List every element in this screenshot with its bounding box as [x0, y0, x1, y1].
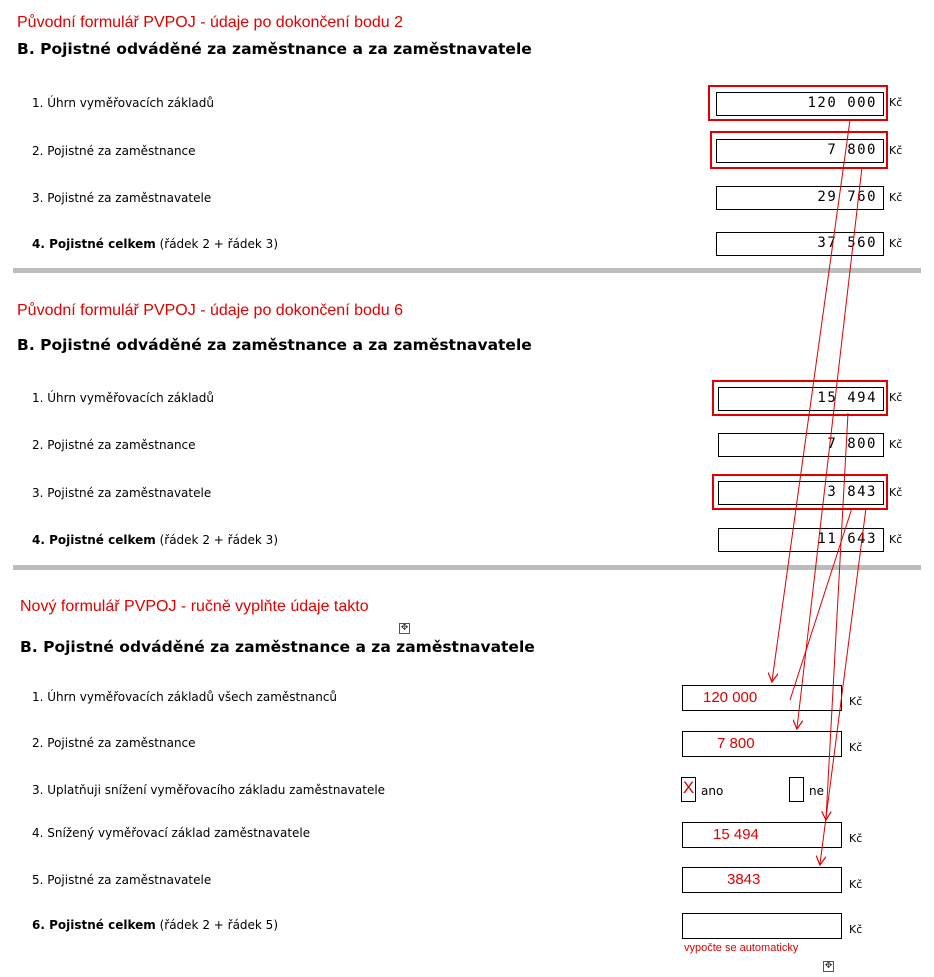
s1-row3-field[interactable]: 29 760: [716, 186, 884, 210]
section-2-heading: B. Pojistné odváděné za zaměstnance a za zaměstnavatele: [17, 336, 532, 354]
s1-row4-label: [32, 237, 278, 251]
s1-row2-label: 2. Pojistné za zaměstnance: [32, 144, 196, 158]
s1-row4-field[interactable]: 37 560: [716, 232, 884, 256]
s3-row3-yes-label: ano: [701, 784, 724, 798]
s3-row4-unit: Kč: [849, 832, 863, 845]
s3-row1-unit: Kč: [849, 695, 863, 708]
section-1-heading: B. Pojistné odváděné za zaměstnance a za zaměstnavatele: [17, 40, 532, 58]
s2-row2-label: 2. Pojistné za zaměstnance: [32, 438, 196, 452]
s2-row4-label-bold: 4. Pojistné celkem: [32, 533, 156, 547]
s3-row3-yes-checkbox[interactable]: X: [681, 777, 696, 802]
s3-row6-field[interactable]: [682, 913, 842, 939]
s3-row3-label: 3. Uplatňuji snížení vyměřovacího základu zaměstnavatele: [32, 783, 386, 797]
s3-row4-label: 4. Snížený vyměřovací základ zaměstnavatele: [32, 826, 311, 840]
s2-row4-label-rest: (řádek 2 + řádek 3): [155, 533, 278, 547]
s2-row2-unit: Kč: [889, 438, 903, 451]
s3-row2-field[interactable]: 7 800: [682, 731, 842, 757]
s3-row5-label: 5. Pojistné za zaměstnavatele: [32, 873, 212, 887]
s1-row2-field[interactable]: 7 800: [716, 139, 884, 163]
s1-row1-label: 1. Úhrn vyměřovacích základů: [32, 96, 214, 110]
s2-row3-field[interactable]: 3 843: [718, 481, 884, 505]
section-3-heading: B. Pojistné odváděné za zaměstnance a za zaměstnavatele: [20, 638, 535, 656]
section-3-caption: Nový formulář PVPOJ - ručně vyplňte údaje takto: [20, 598, 369, 615]
s1-row4-label-rest: (řádek 2 + řádek 3): [155, 237, 278, 251]
s1-row1-unit: Kč: [889, 96, 903, 109]
s2-row2-field[interactable]: 7 800: [718, 433, 884, 457]
s2-row4-label: [32, 533, 278, 547]
s2-row1-unit: Kč: [889, 391, 903, 404]
s3-row3-no-checkbox[interactable]: [789, 777, 804, 802]
section-2-caption: Původní formulář PVPOJ - údaje po dokončení bodu 6: [17, 302, 404, 319]
s1-row2-unit: Kč: [889, 144, 903, 157]
s3-row1-field[interactable]: 120 000: [682, 685, 842, 711]
s3-row4-field[interactable]: 15 494: [682, 822, 842, 848]
separator-1: [13, 268, 921, 273]
s3-row5-field[interactable]: 3843: [682, 867, 842, 893]
s3-row3-no-label: ne: [809, 784, 824, 798]
s3-row6-unit: Kč: [849, 923, 863, 936]
s1-row4-unit: Kč: [889, 237, 903, 250]
move-handle-icon[interactable]: ✥: [400, 623, 409, 633]
separator-2: [13, 565, 921, 570]
s3-row6-label: [32, 918, 278, 932]
s2-row4-field[interactable]: 11 643: [718, 528, 884, 552]
s2-row3-unit: Kč: [889, 486, 903, 499]
s3-row2-label: 2. Pojistné za zaměstnance: [32, 736, 196, 750]
move-handle-icon-bottom[interactable]: ✥: [824, 961, 833, 971]
auto-calc-note: vypočte se automaticky: [684, 942, 799, 954]
s1-row3-label: 3. Pojistné za zaměstnavatele: [32, 191, 212, 205]
section-1-caption: Původní formulář PVPOJ - údaje po dokončení bodu 2: [17, 14, 404, 31]
s3-row5-unit: Kč: [849, 878, 863, 891]
s1-row3-unit: Kč: [889, 191, 903, 204]
s3-row1-label: 1. Úhrn vyměřovacích základů všech zaměstnanců: [32, 690, 338, 704]
s1-row4-label-bold: 4. Pojistné celkem: [32, 237, 156, 251]
s2-row4-unit: Kč: [889, 533, 903, 546]
s1-row1-field[interactable]: 120 000: [716, 92, 884, 116]
s3-row6-label-rest: (řádek 2 + řádek 5): [155, 918, 278, 932]
s2-row1-field[interactable]: 15 494: [718, 387, 884, 411]
s2-row1-label: 1. Úhrn vyměřovacích základů: [32, 391, 214, 405]
s2-row3-label: 3. Pojistné za zaměstnavatele: [32, 486, 212, 500]
s3-row2-unit: Kč: [849, 741, 863, 754]
s3-row6-label-bold: 6. Pojistné celkem: [32, 918, 156, 932]
